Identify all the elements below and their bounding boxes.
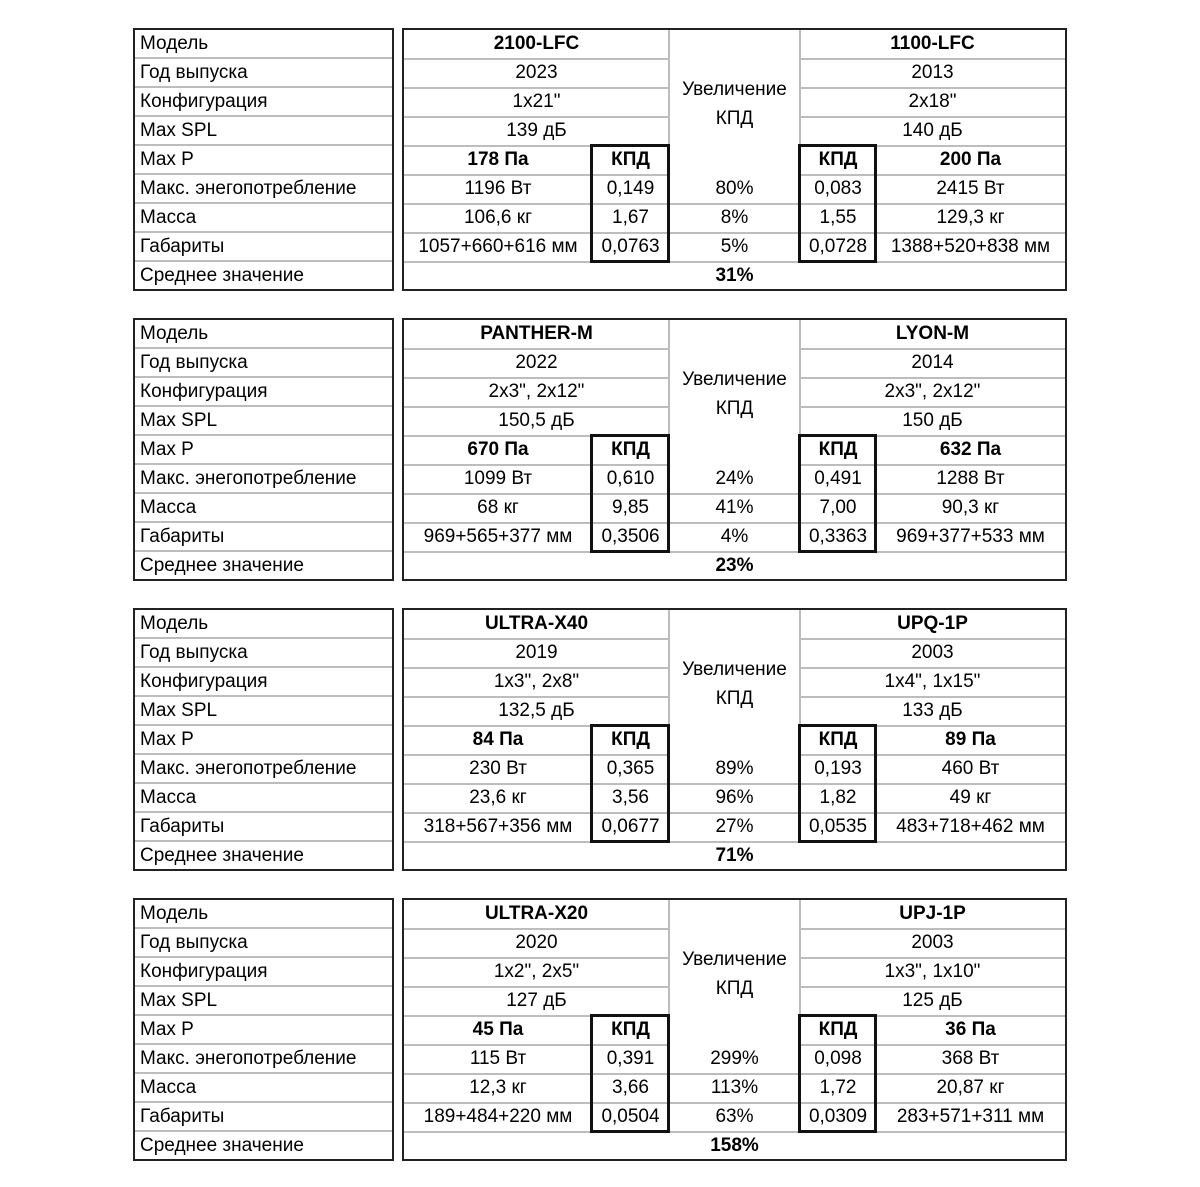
right-max-p: 89 Па [945,729,996,750]
increase-header [669,365,800,423]
right-model-name: UPQ-1P [897,613,968,634]
right-kpd-power: 0,083 [814,178,862,199]
right-kpd-dimensions: 0,0309 [808,1106,868,1127]
right-dimensions: 969+377+533 мм [896,526,1045,547]
left-config: 1x21" [512,91,561,112]
left-max-p: 178 Па [467,149,529,170]
row-labels-table [133,28,394,291]
left-model-name: PANTHER-M [480,323,593,344]
increase-header-line1: Увеличение [682,368,787,390]
right-kpd-box [798,434,877,553]
row-label: Модель [135,610,392,639]
right-max-p: 36 Па [945,1019,996,1040]
right-max-spl: 150 дБ [902,410,963,431]
left-year: 2019 [515,642,558,663]
row-label: Модель [135,900,392,929]
right-kpd-dimensions: 0,0535 [808,816,868,837]
right-kpd-header: КПД [818,1019,858,1040]
left-year: 2023 [515,62,558,83]
left-kpd-header: КПД [611,1019,650,1040]
row-label: Макс. энегопотребление [135,755,392,784]
increase-header-line1: Увеличение [682,948,787,970]
right-model-name: UPJ-1P [899,903,966,924]
left-mass: 23,6 кг [469,787,527,808]
row-label: Габариты [135,1103,392,1132]
row-label: Среднее значение [140,555,304,576]
row-labels-table [133,608,394,871]
right-power: 2415 Вт [936,178,1005,199]
increase-power: 80% [715,178,754,199]
right-year: 2003 [911,932,954,953]
comparison-block [0,608,1200,872]
row-label: Габариты [135,523,392,552]
left-power: 1196 Вт [464,178,532,199]
left-kpd-mass: 3,56 [612,787,649,808]
right-kpd-power: 0,193 [814,758,862,779]
right-power: 368 Вт [941,1048,1000,1069]
left-dimensions: 318+567+356 мм [423,816,573,837]
left-max-spl: 139 дБ [506,120,567,141]
row-label: Конфигурация [135,958,392,987]
left-config: 2x3", 2x12" [488,381,585,402]
left-config: 1x3", 2x8" [493,671,580,692]
row-label: Макс. энегопотребление [135,175,392,204]
left-dimensions: 1057+660+616 мм [418,236,578,257]
left-kpd-power: 0,365 [606,758,655,779]
right-dimensions: 283+571+311 мм [896,1106,1045,1127]
left-mass: 12,3 кг [469,1077,527,1098]
left-dimensions: 969+565+377 мм [423,526,573,547]
row-label: Среднее значение [140,845,304,866]
row-label: Max SPL [135,117,392,146]
left-kpd-dimensions: 0,0677 [601,816,660,837]
left-max-spl: 132,5 дБ [498,700,575,721]
right-mass: 90,3 кг [941,497,1000,518]
left-kpd-mass: 3,66 [612,1077,649,1098]
right-kpd-header: КПД [818,439,858,460]
average-increase: 23% [715,555,754,576]
left-kpd-header: КПД [611,149,650,170]
right-max-spl: 133 дБ [902,700,963,721]
right-kpd-box [798,144,877,263]
left-kpd-header: КПД [611,439,650,460]
comparison-table [402,898,1067,1161]
row-label: Max P [135,726,392,755]
right-config: 1x4", 1x15" [884,671,981,692]
right-power: 1288 Вт [936,468,1005,489]
right-kpd-power: 0,491 [814,468,862,489]
left-max-p: 84 Па [472,729,524,750]
row-label: Среднее значение [140,1135,304,1156]
left-year: 2020 [515,932,558,953]
left-kpd-mass: 9,85 [612,497,649,518]
increase-power: 89% [715,758,754,779]
left-model-name: ULTRA-X40 [484,613,589,634]
increase-header [669,75,800,133]
row-label: Среднее значение [140,265,304,286]
left-max-spl: 150,5 дБ [498,410,575,431]
average-increase: 71% [715,845,754,866]
left-kpd-dimensions: 0,3506 [601,526,660,547]
right-max-p: 632 Па [939,439,1002,460]
right-kpd-header: КПД [818,729,858,750]
right-max-spl: 125 дБ [902,990,963,1011]
left-year: 2022 [515,352,558,373]
right-dimensions: 1388+520+838 мм [890,236,1051,257]
comparison-block [0,898,1200,1162]
left-config: 1x2", 2x5" [493,961,580,982]
right-kpd-dimensions: 0,0728 [808,236,868,257]
right-max-p: 200 Па [939,149,1002,170]
left-mass: 106,6 кг [463,207,533,228]
increase-dimensions: 63% [715,1106,754,1127]
increase-header-line2: КПД [715,687,754,709]
left-power: 1099 Вт [463,468,533,489]
comparison-block [0,318,1200,582]
row-label: Масса [135,1074,392,1103]
left-kpd-power: 0,149 [606,178,655,199]
right-model-name: LYON-M [895,323,970,344]
right-mass: 129,3 кг [936,207,1005,228]
increase-power: 24% [715,468,754,489]
increase-mass: 113% [710,1077,759,1098]
row-label: Модель [135,30,392,59]
increase-mass: 8% [720,207,749,228]
row-label: Max P [135,436,392,465]
increase-dimensions: 4% [720,526,749,547]
row-label: Конфигурация [135,668,392,697]
right-kpd-mass: 1,82 [819,787,857,808]
row-label: Масса [135,494,392,523]
left-mass: 68 кг [477,497,519,518]
comparison-table [402,608,1067,871]
left-max-p: 45 Па [472,1019,524,1040]
left-kpd-dimensions: 0,0504 [601,1106,660,1127]
right-year: 2014 [911,352,954,373]
row-label: Год выпуска [135,929,392,958]
increase-header-line2: КПД [715,977,754,999]
right-kpd-box [798,724,877,843]
left-power: 115 Вт [469,1048,527,1069]
increase-header-line2: КПД [715,397,754,419]
row-label: Макс. энегопотребление [135,465,392,494]
right-config: 2x18" [908,91,957,112]
left-model-name: 2100-LFC [493,33,580,54]
left-kpd-mass: 1,67 [612,207,649,228]
row-label: Max SPL [135,697,392,726]
increase-dimensions: 27% [715,816,754,837]
left-kpd-power: 0,610 [606,468,655,489]
increase-header [669,945,800,1003]
right-model-name: 1100-LFC [890,33,975,54]
row-label: Max P [135,1016,392,1045]
left-kpd-header: КПД [611,729,650,750]
row-label: Max P [135,146,392,175]
left-kpd-power: 0,391 [606,1048,655,1069]
comparison-block [0,28,1200,292]
left-kpd-box [590,1014,670,1133]
left-kpd-box [590,724,670,843]
left-kpd-box [590,144,670,263]
increase-power: 299% [710,1048,759,1069]
right-mass: 49 кг [949,787,992,808]
left-max-spl: 127 дБ [506,990,567,1011]
row-label: Конфигурация [135,378,392,407]
left-max-p: 670 Па [467,439,529,460]
row-label: Масса [135,784,392,813]
right-kpd-header: КПД [818,149,858,170]
increase-header-line1: Увеличение [682,658,787,680]
row-label: Масса [135,204,392,233]
right-kpd-mass: 1,55 [819,207,857,228]
left-model-name: ULTRA-X20 [484,903,589,924]
right-year: 2013 [911,62,954,83]
row-label: Макс. энегопотребление [135,1045,392,1074]
average-increase: 31% [715,265,754,286]
increase-mass: 96% [715,787,754,808]
right-kpd-mass: 1,72 [819,1077,857,1098]
left-dimensions: 189+484+220 мм [423,1106,573,1127]
right-dimensions: 483+718+462 мм [896,816,1045,837]
row-label: Max SPL [135,987,392,1016]
increase-header-line1: Увеличение [682,78,787,100]
right-mass: 20,87 кг [936,1077,1005,1098]
row-label: Габариты [135,813,392,842]
right-power: 460 Вт [941,758,1000,779]
right-kpd-power: 0,098 [814,1048,862,1069]
average-increase: 158% [710,1135,759,1156]
increase-header-line2: КПД [715,107,754,129]
right-kpd-box [798,1014,877,1133]
row-labels-table [133,898,394,1161]
increase-mass: 41% [715,497,754,518]
right-config: 1x3", 1x10" [884,961,981,982]
increase-header [669,655,800,713]
comparison-table [402,28,1067,291]
left-power: 230 Вт [469,758,527,779]
row-label: Max SPL [135,407,392,436]
row-label: Год выпуска [135,349,392,378]
right-kpd-mass: 7,00 [819,497,857,518]
row-labels-table [133,318,394,581]
row-label: Модель [135,320,392,349]
right-config: 2x3", 2x12" [884,381,981,402]
right-max-spl: 140 дБ [902,120,963,141]
left-kpd-dimensions: 0,0763 [601,236,660,257]
left-kpd-box [590,434,670,553]
row-label: Год выпуска [135,59,392,88]
increase-dimensions: 5% [720,236,749,257]
row-label: Габариты [135,233,392,262]
right-kpd-dimensions: 0,3363 [808,526,868,547]
comparison-table [402,318,1067,581]
row-label: Год выпуска [135,639,392,668]
row-label: Конфигурация [135,88,392,117]
right-year: 2003 [911,642,954,663]
